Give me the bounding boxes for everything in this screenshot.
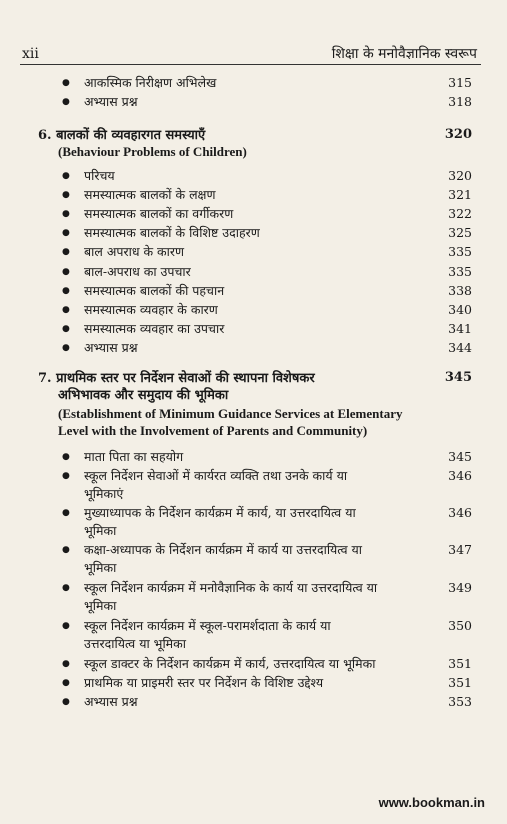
bullet-icon: ● bbox=[62, 78, 70, 88]
entry-page-number: 351 bbox=[448, 656, 472, 671]
bullet-icon: ● bbox=[62, 621, 70, 631]
entry-page-number: 345 bbox=[448, 449, 472, 464]
entry-page-number: 349 bbox=[448, 580, 472, 595]
section-7-title: 7. प्राथमिक स्तर पर निर्देशन सेवाओं की स्थापना विशेषकर bbox=[38, 371, 315, 386]
bullet-icon: ● bbox=[62, 209, 70, 220]
entry-page-number: 318 bbox=[448, 94, 472, 109]
entry-page-number: 321 bbox=[448, 187, 472, 203]
entry-text-continued: भूमिकाएं bbox=[84, 486, 124, 501]
entry-text: मुख्याध्यापक के निर्देशन कार्यक्रम में कार्य, या उत्तरदायित्व या bbox=[84, 505, 356, 520]
entry-text: बाल-अपराध का उपचार bbox=[84, 263, 191, 279]
entry-page-number: 335 bbox=[448, 263, 472, 279]
entry-text: समस्यात्मक बालकों की पहचान bbox=[84, 282, 225, 298]
bullet-icon: ● bbox=[62, 508, 70, 518]
entry-text-continued: भूमिका bbox=[84, 523, 117, 538]
entry-page-number: 335 bbox=[448, 244, 472, 260]
entry-text: अभ्यास प्रश्न bbox=[84, 694, 138, 709]
entry-text: स्कूल निर्देशन सेवाओं में कार्यरत व्यक्ति तथा उनके कार्य या bbox=[84, 468, 348, 483]
entry-page-number: 338 bbox=[448, 282, 472, 298]
entry-page-number: 315 bbox=[448, 75, 472, 90]
section-7-title-continued: अभिभावक और समुदाय की भूमिका bbox=[58, 388, 229, 403]
entry-text: स्कूल निर्देशन कार्यक्रम में स्कूल-परामर्शदाता के कार्य या bbox=[84, 618, 331, 633]
entry-text: आकस्मिक निरीक्षण अभिलेख bbox=[84, 75, 217, 90]
footer-site[interactable]: www.bookman.in bbox=[378, 795, 485, 810]
entry-page-number: 350 bbox=[448, 618, 472, 633]
bullet-icon: ● bbox=[62, 266, 70, 277]
entry-text: समस्यात्मक बालकों का वर्गीकरण bbox=[84, 206, 234, 222]
bullet-icon: ● bbox=[62, 452, 70, 462]
entry-text: स्कूल डाक्टर के निर्देशन कार्यक्रम में कार्य, उत्तरदायित्व या भूमिका bbox=[84, 656, 376, 671]
bullet-icon: ● bbox=[62, 247, 70, 258]
bullet-icon: ● bbox=[62, 678, 70, 688]
section-7-page: 345 bbox=[444, 370, 472, 385]
bullet-icon: ● bbox=[62, 304, 70, 315]
entry-text-continued: भूमिका bbox=[84, 598, 117, 613]
entry-text-continued: उत्तरदायित्व या भूमिका bbox=[84, 636, 186, 651]
entry-page-number: 346 bbox=[448, 505, 472, 520]
entry-text: समस्यात्मक बालकों के विशिष्ट उदाहरण bbox=[84, 225, 260, 241]
entry-page-number: 341 bbox=[448, 320, 472, 336]
book-title: शिक्षा के मनोवैज्ञानिक स्वरूप bbox=[331, 46, 477, 62]
entry-page-number: 325 bbox=[448, 225, 472, 241]
entry-page-number: 340 bbox=[448, 301, 472, 317]
entry-text: अभ्यास प्रश्न bbox=[84, 94, 138, 109]
entry-page-number: 320 bbox=[448, 168, 472, 183]
bullet-icon: ● bbox=[62, 342, 70, 353]
entry-page-number: 346 bbox=[448, 468, 472, 483]
section-6-english-title: (Behaviour Problems of Children) bbox=[58, 144, 247, 159]
bullet-icon: ● bbox=[62, 659, 70, 669]
bullet-icon: ● bbox=[62, 97, 70, 107]
entry-page-number: 344 bbox=[448, 339, 472, 355]
entry-text: बाल अपराध के कारण bbox=[84, 244, 185, 260]
page-number-roman: xii bbox=[22, 46, 39, 62]
bullet-icon: ● bbox=[62, 171, 70, 181]
bullet-icon: ● bbox=[62, 697, 70, 707]
bullet-icon: ● bbox=[62, 228, 70, 239]
entry-text-continued: भूमिका bbox=[84, 560, 117, 575]
entry-text: प्राथमिक या प्राइमरी स्तर पर निर्देशन के विशिष्ट उद्देश्य bbox=[84, 675, 324, 690]
entry-text: स्कूल निर्देशन कार्यक्रम में मनोवैज्ञानिक के कार्य या उत्तरदायित्व या bbox=[84, 580, 378, 595]
section-7-english-title-continued: Level with the Involvement of Parents and Community) bbox=[58, 423, 368, 438]
entry-text: समस्यात्मक बालकों के लक्षण bbox=[84, 187, 216, 203]
bullet-icon: ● bbox=[62, 285, 70, 296]
bullet-icon: ● bbox=[62, 545, 70, 555]
section-7-english-title: (Establishment of Minimum Guidance Services at Elementary bbox=[58, 406, 403, 421]
bullet-icon: ● bbox=[62, 190, 70, 201]
section-6-page: 320 bbox=[444, 127, 472, 142]
section-6-title: 6. बालकों की व्यवहारगत समस्याएँ bbox=[38, 128, 206, 143]
bullet-icon: ● bbox=[62, 471, 70, 481]
entry-page-number: 353 bbox=[448, 694, 472, 709]
entry-text: माता पिता का सहयोग bbox=[84, 449, 184, 464]
header-rule bbox=[20, 64, 481, 65]
entry-text: समस्यात्मक व्यवहार का उपचार bbox=[84, 320, 225, 336]
entry-text: अभ्यास प्रश्न bbox=[84, 339, 138, 355]
entry-page-number: 351 bbox=[448, 675, 472, 690]
entry-text: कक्षा-अध्यापक के निर्देशन कार्यक्रम में कार्य या उत्तरदायित्व या bbox=[84, 542, 363, 557]
bullet-icon: ● bbox=[62, 323, 70, 334]
entry-text: समस्यात्मक व्यवहार के कारण bbox=[84, 301, 218, 317]
bullet-icon: ● bbox=[62, 583, 70, 593]
entry-page-number: 322 bbox=[448, 206, 472, 222]
entry-text: परिचय bbox=[84, 168, 115, 183]
entry-page-number: 347 bbox=[448, 542, 472, 557]
